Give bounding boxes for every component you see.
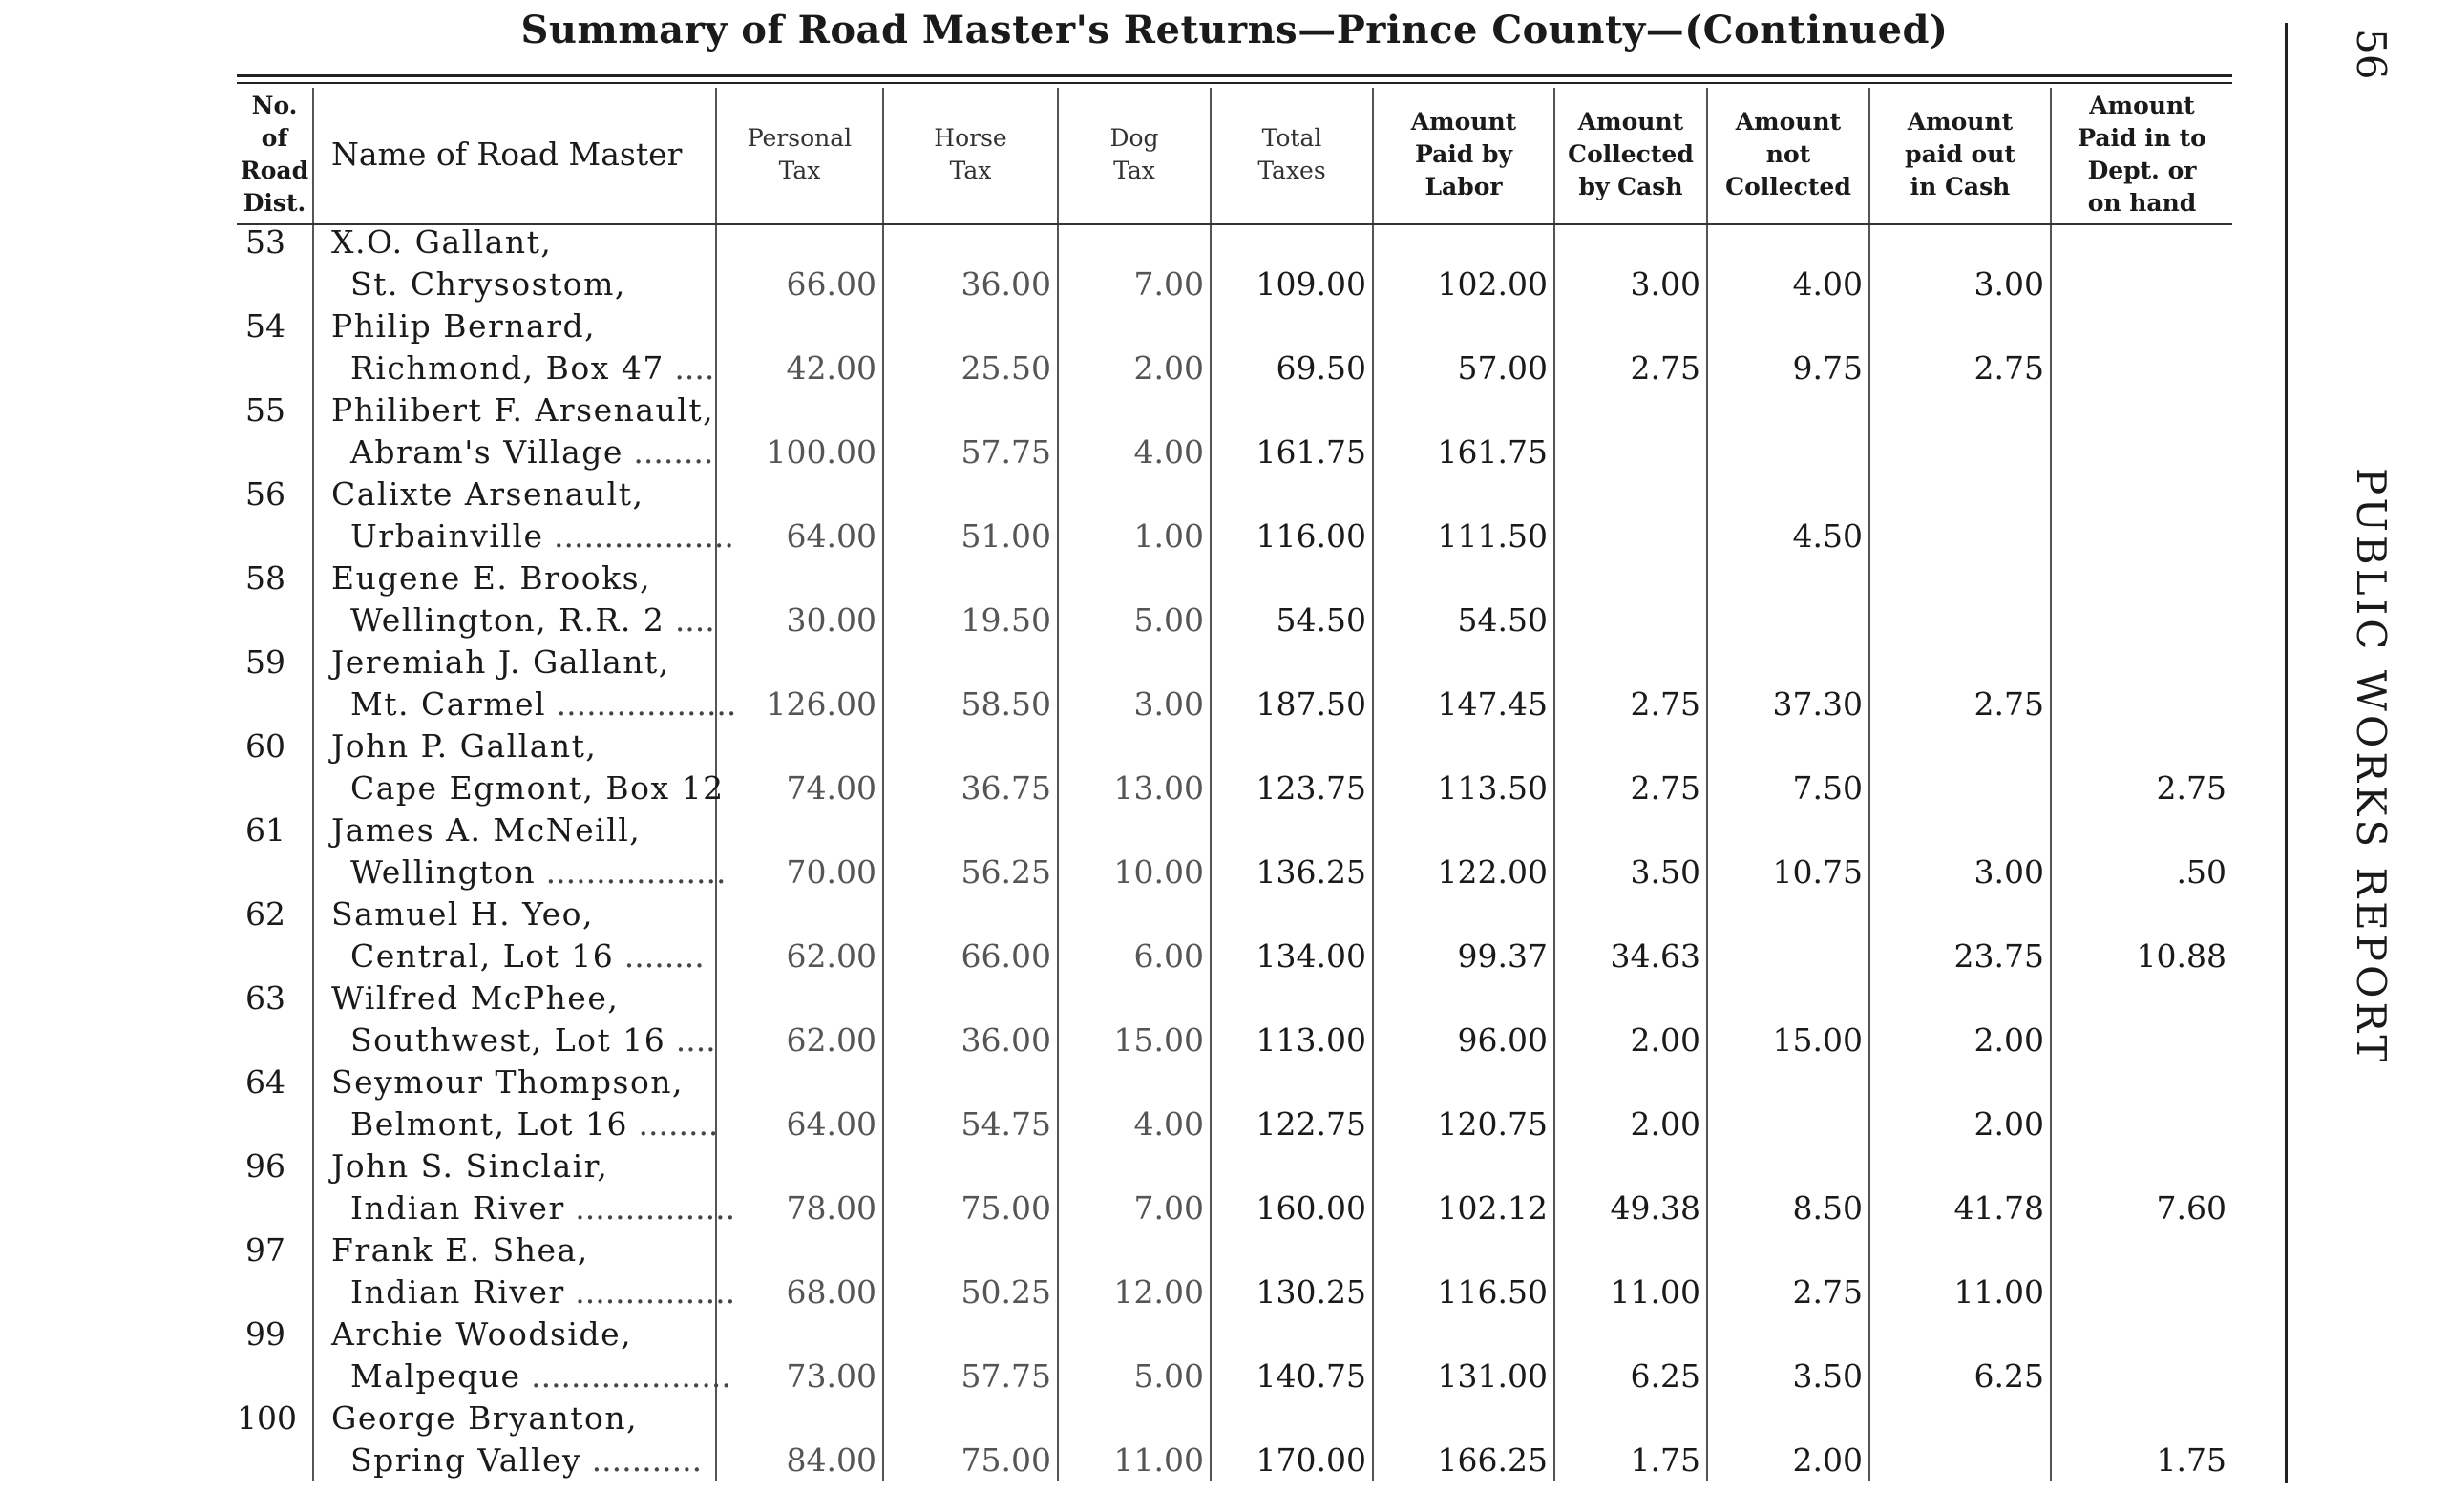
paid-dept-value: 1.75 [2051,1397,2232,1481]
personal-tax-value: 62.00 [716,893,883,977]
road-master-address-line [331,431,715,473]
total-taxes-value: 187.50 [1211,641,1373,725]
horse-tax-value: 36.00 [883,221,1058,305]
road-dist-number: 62 [245,895,285,933]
dog-tax-value: 11.00 [1058,1397,1211,1481]
collected-cash-value: 6.25 [1554,1313,1707,1397]
horse-tax-value: 56.25 [883,809,1058,893]
header-horse-tax-line2: Tax [949,157,992,184]
table-row [237,389,2232,473]
not-collected-value [1707,893,1869,977]
personal-tax-value: 66.00 [716,221,883,305]
paid-out-value: 2.00 [1869,977,2051,1061]
paid-out-value: 3.00 [1869,809,2051,893]
road-master-address: St. Chrysostom, [350,265,626,303]
road-master-name: Eugene E. Brooks, [331,559,652,597]
paid-out-value: 2.00 [1869,1061,2051,1145]
dog-tax-value: 15.00 [1058,977,1211,1061]
paid-labor-value: 57.00 [1373,305,1554,389]
road-master-name: Jeremiah J. Gallant, [331,643,670,681]
dog-tax-value: 5.00 [1058,1313,1211,1397]
collected-cash-value: 3.50 [1554,809,1707,893]
road-master-address-line [331,1355,731,1397]
road-master-address: Indian River [350,1189,565,1227]
header-paid-dept-line4: on hand [2087,189,2197,217]
paid-labor-value: 120.75 [1373,1061,1554,1145]
personal-tax-value: 62.00 [716,977,883,1061]
header-road-dist-no [237,88,313,221]
horse-tax-value: 75.00 [883,1397,1058,1481]
paid-out-value: 23.75 [1869,893,2051,977]
dot-leader: .................... [520,1357,731,1395]
dot-leader: .................. [543,517,734,555]
paid-dept-value [2051,221,2232,305]
road-master-name-cell [313,1313,731,1397]
not-collected-value: 4.50 [1707,473,1869,557]
road-master-address-line [331,683,737,725]
collected-cash-value [1554,557,1707,641]
dog-tax-value: 7.00 [1058,221,1211,305]
road-master-name-cell [313,1229,736,1313]
dog-tax-value: 7.00 [1058,1145,1211,1229]
road-master-name-cell [313,1061,719,1145]
header-personal-tax [716,88,883,221]
header-paid-out-line3: in Cash [1910,173,2011,200]
paid-out-value: 6.25 [1869,1313,2051,1397]
paid-labor-value: 116.50 [1373,1229,1554,1313]
table-row [237,977,2232,1061]
horse-tax-value: 54.75 [883,1061,1058,1145]
paid-out-value: 11.00 [1869,1229,2051,1313]
table-row [237,221,2232,305]
personal-tax-value: 30.00 [716,557,883,641]
road-master-name-cell [313,893,716,977]
paid-dept-value: 10.88 [2051,893,2232,977]
road-master-name-cell [313,641,737,725]
road-master-name-cell [313,473,734,557]
header-paid-dept-line1: Amount [2089,92,2195,119]
total-taxes-value: 136.25 [1211,809,1373,893]
header-amount-paid-out [1869,88,2051,221]
collected-cash-value: 1.75 [1554,1397,1707,1481]
header-no-line1: No. [251,92,298,119]
road-master-returns-table [237,88,2232,1481]
not-collected-value: 15.00 [1707,977,1869,1061]
personal-tax-value: 126.00 [716,641,883,725]
total-taxes-value: 134.00 [1211,893,1373,977]
header-amount-collected-cash [1554,88,1707,221]
collected-cash-value: 2.00 [1554,977,1707,1061]
road-dist-number: 63 [245,979,285,1017]
road-master-address: Cape Egmont, Box 12 [350,769,725,807]
collected-cash-value: 11.00 [1554,1229,1707,1313]
header-paid-labor-line1: Amount [1410,108,1517,136]
total-taxes-value: 170.00 [1211,1397,1373,1481]
dog-tax-value: 3.00 [1058,641,1211,725]
not-collected-value: 7.50 [1707,725,1869,809]
header-not-collected-line1: Amount [1735,108,1842,136]
not-collected-value: 2.75 [1707,1229,1869,1313]
road-master-address-line [331,263,715,305]
header-rule [237,223,2232,225]
road-dist-number: 59 [245,643,285,681]
not-collected-value [1707,389,1869,473]
header-dog-tax-line1: Dog [1109,124,1159,152]
table-row [237,725,2232,809]
paid-labor-value: 147.45 [1373,641,1554,725]
header-paid-dept-line2: Paid in to [2078,124,2206,152]
horse-tax-value: 66.00 [883,893,1058,977]
road-master-name-cell [313,1145,736,1229]
paid-labor-value: 99.37 [1373,893,1554,977]
dot-leader: ........... [581,1441,703,1479]
road-dist-number: 56 [245,475,285,513]
road-master-name: Frank E. Shea, [331,1231,589,1269]
road-master-name: John P. Gallant, [331,727,598,765]
road-master-address-line [331,599,715,641]
paid-dept-value [2051,1061,2232,1145]
paid-labor-value: 166.25 [1373,1397,1554,1481]
paid-dept-value [2051,641,2232,725]
table-row [237,473,2232,557]
paid-dept-value [2051,1313,2232,1397]
road-master-name: John S. Sinclair, [331,1147,609,1185]
personal-tax-value: 84.00 [716,1397,883,1481]
not-collected-value: 8.50 [1707,1145,1869,1229]
paid-labor-value: 102.00 [1373,221,1554,305]
paid-labor-value: 102.12 [1373,1145,1554,1229]
header-personal-tax-line1: Personal [747,124,853,152]
road-dist-number: 97 [245,1231,285,1269]
personal-tax-value: 64.00 [716,1061,883,1145]
road-master-address: Malpeque [350,1357,521,1395]
table-row [237,893,2232,977]
not-collected-value: 4.00 [1707,221,1869,305]
dog-tax-value: 4.00 [1058,1061,1211,1145]
page-number: 56 [2348,29,2395,80]
road-master-name: Calixte Arsenault, [331,475,644,513]
road-dist-number: 55 [245,391,285,429]
table-body [237,221,2232,1481]
paid-out-value: 2.75 [1869,641,2051,725]
road-master-address-line [331,515,734,557]
total-taxes-value: 109.00 [1211,221,1373,305]
header-paid-out-line1: Amount [1907,108,2014,136]
margin-rule [2285,23,2288,1483]
paid-out-value [1869,557,2051,641]
personal-tax-value: 70.00 [716,809,883,893]
header-total-taxes-line1: Total [1261,124,1322,152]
not-collected-value: 2.00 [1707,1397,1869,1481]
collected-cash-value: 2.00 [1554,1061,1707,1145]
horse-tax-value: 58.50 [883,641,1058,725]
header-amount-paid-dept [2051,88,2232,221]
road-master-address: Southwest, Lot 16 [350,1021,666,1059]
paid-dept-value [2051,557,2232,641]
personal-tax-value: 42.00 [716,305,883,389]
road-master-address-line [331,1439,715,1481]
collected-cash-value [1554,389,1707,473]
paid-labor-value: 111.50 [1373,473,1554,557]
title-rule-secondary [237,82,2232,84]
road-master-address-line [331,1271,736,1313]
table-row [237,557,2232,641]
horse-tax-value: 36.75 [883,725,1058,809]
header-total-taxes [1211,88,1373,221]
road-master-address-line [331,347,715,389]
road-master-address-line [331,1187,736,1229]
paid-out-value [1869,725,2051,809]
dog-tax-value: 2.00 [1058,305,1211,389]
collected-cash-value: 2.75 [1554,725,1707,809]
road-master-address-line [331,1103,719,1145]
collected-cash-value: 3.00 [1554,221,1707,305]
road-master-name-cell [313,305,716,389]
paid-out-value [1869,473,2051,557]
total-taxes-value: 130.25 [1211,1229,1373,1313]
road-dist-number: 53 [245,223,285,261]
not-collected-value [1707,557,1869,641]
header-dog-tax [1058,88,1211,221]
paid-dept-value: .50 [2051,809,2232,893]
not-collected-value: 37.30 [1707,641,1869,725]
road-master-address: Indian River [350,1273,565,1311]
road-master-address: Belmont, Lot 16 [350,1105,629,1143]
paid-labor-value: 161.75 [1373,389,1554,473]
header-no-line2: of [261,124,288,152]
header-no-line4: Dist. [243,189,306,217]
dot-leader: ................ [564,1189,736,1227]
road-master-address: Richmond, Box 47 [350,349,665,387]
road-master-name-cell [313,809,727,893]
dot-leader: .... [664,349,715,387]
road-master-address: Abram's Village [350,433,623,471]
table-row [237,1229,2232,1313]
header-collected-cash-line1: Amount [1577,108,1684,136]
dot-leader: ........ [628,1105,719,1143]
dot-leader: .... [665,1021,716,1059]
header-paid-labor-line3: Labor [1424,173,1503,200]
total-taxes-value: 160.00 [1211,1145,1373,1229]
road-master-address-line [331,767,725,809]
paid-out-value [1869,1397,2051,1481]
paid-labor-value: 131.00 [1373,1313,1554,1397]
total-taxes-value: 54.50 [1211,557,1373,641]
road-master-address: Spring Valley [350,1441,582,1479]
header-paid-dept-line3: Dept. or [2087,157,2197,184]
paid-out-value [1869,389,2051,473]
personal-tax-value: 100.00 [716,389,883,473]
road-dist-number: 96 [245,1147,285,1185]
road-master-name: X.O. Gallant, [331,223,553,261]
total-taxes-value: 123.75 [1211,725,1373,809]
not-collected-value: 3.50 [1707,1313,1869,1397]
table-row [237,1061,2232,1145]
dog-tax-value: 6.00 [1058,893,1211,977]
road-master-address-line [331,1019,715,1061]
road-dist-number: 100 [237,1399,297,1437]
road-master-address-line [331,851,727,893]
dot-leader: ........ [614,937,705,975]
road-master-name-cell [313,977,716,1061]
collected-cash-value: 2.75 [1554,305,1707,389]
road-master-name: Seymour Thompson, [331,1063,685,1101]
title-rule [237,74,2232,77]
header-paid-labor-line2: Paid by [1414,140,1512,168]
road-master-name: Philip Bernard, [331,307,597,345]
paid-dept-value [2051,305,2232,389]
road-dist-number: 54 [245,307,285,345]
dog-tax-value: 10.00 [1058,809,1211,893]
road-master-address: Urbainville [350,517,544,555]
dot-leader: ........ [623,433,714,471]
road-master-name: Archie Woodside, [331,1315,633,1353]
road-dist-number: 58 [245,559,285,597]
header-total-taxes-line2: Taxes [1257,157,1326,184]
total-taxes-value: 69.50 [1211,305,1373,389]
header-no-line3: Road [240,157,309,184]
table-row [237,641,2232,725]
total-taxes-value: 113.00 [1211,977,1373,1061]
not-collected-value: 9.75 [1707,305,1869,389]
header-personal-tax-line2: Tax [778,157,821,184]
header-collected-cash-line3: by Cash [1578,173,1683,200]
paid-labor-value: 113.50 [1373,725,1554,809]
table-row [237,305,2232,389]
running-title: PUBLIC WORKS REPORT [2348,468,2395,1066]
horse-tax-value: 51.00 [883,473,1058,557]
paid-dept-value [2051,977,2232,1061]
road-master-name-cell [313,725,725,809]
header-horse-tax [883,88,1058,221]
road-master-name: Philibert F. Arsenault, [331,391,715,429]
horse-tax-value: 75.00 [883,1145,1058,1229]
road-master-address: Wellington, R.R. 2 [350,601,665,639]
road-master-address: Mt. Carmel [350,685,547,723]
paid-dept-value: 2.75 [2051,725,2232,809]
horse-tax-value: 25.50 [883,305,1058,389]
total-taxes-value: 116.00 [1211,473,1373,557]
paid-out-value: 41.78 [1869,1145,2051,1229]
dot-leader: .... [665,601,715,639]
horse-tax-value: 57.75 [883,389,1058,473]
road-master-address-line [331,935,715,977]
horse-tax-value: 57.75 [883,1313,1058,1397]
header-dog-tax-line2: Tax [1113,157,1155,184]
road-master-name-cell [313,1397,716,1481]
road-dist-number: 64 [245,1063,285,1101]
table-header-row [237,88,2232,221]
total-taxes-value: 122.75 [1211,1061,1373,1145]
collected-cash-value: 49.38 [1554,1145,1707,1229]
dog-tax-value: 5.00 [1058,557,1211,641]
road-dist-number: 61 [245,811,285,849]
road-dist-number: 99 [245,1315,285,1353]
paid-dept-value [2051,473,2232,557]
table-row [237,1397,2232,1481]
header-collected-cash-line2: Collected [1568,140,1694,168]
collected-cash-value [1554,473,1707,557]
personal-tax-value: 78.00 [716,1145,883,1229]
road-master-name-cell [313,221,716,305]
personal-tax-value: 74.00 [716,725,883,809]
paid-out-value: 3.00 [1869,221,2051,305]
header-amount-not-collected [1707,88,1869,221]
total-taxes-value: 140.75 [1211,1313,1373,1397]
paid-dept-value: 7.60 [2051,1145,2232,1229]
road-master-address: Wellington [350,853,537,891]
paid-labor-value: 122.00 [1373,809,1554,893]
dot-leader: .................. [546,685,737,723]
header-amount-paid-labor [1373,88,1554,221]
header-horse-tax-line1: Horse [934,124,1007,152]
table-row [237,809,2232,893]
road-dist-number: 60 [245,727,285,765]
road-master-name-cell [313,557,716,641]
road-master-name-cell [313,389,716,473]
dot-leader: ................ [564,1273,736,1311]
header-not-collected-line2: not [1765,140,1811,168]
road-master-name: James A. McNeill, [331,811,642,849]
personal-tax-value: 64.00 [716,473,883,557]
dot-leader: .................. [536,853,727,891]
dog-tax-value: 12.00 [1058,1229,1211,1313]
road-master-name: Samuel H. Yeo, [331,895,594,933]
collected-cash-value: 2.75 [1554,641,1707,725]
dog-tax-value: 13.00 [1058,725,1211,809]
horse-tax-value: 36.00 [883,977,1058,1061]
paid-out-value: 2.75 [1869,305,2051,389]
road-master-address: Central, Lot 16 [350,937,615,975]
table-row [237,1313,2232,1397]
total-taxes-value: 161.75 [1211,389,1373,473]
personal-tax-value: 68.00 [716,1229,883,1313]
page-title: Summary of Road Master's Returns—Prince County—(Continued) [520,8,1949,52]
header-not-collected-line3: Collected [1725,173,1851,200]
header-paid-out-line2: paid out [1905,140,2015,168]
dog-tax-value: 1.00 [1058,473,1211,557]
paid-labor-value: 54.50 [1373,557,1554,641]
personal-tax-value: 73.00 [716,1313,883,1397]
horse-tax-value: 19.50 [883,557,1058,641]
collected-cash-value: 34.63 [1554,893,1707,977]
header-road-master-name: Name of Road Master [313,88,716,221]
road-master-name: Wilfred McPhee, [331,979,620,1017]
road-master-name: George Bryanton, [331,1399,639,1437]
paid-labor-value: 96.00 [1373,977,1554,1061]
not-collected-value [1707,1061,1869,1145]
table-row [237,1145,2232,1229]
paid-dept-value [2051,389,2232,473]
dog-tax-value: 4.00 [1058,389,1211,473]
paid-dept-value [2051,1229,2232,1313]
not-collected-value: 10.75 [1707,809,1869,893]
horse-tax-value: 50.25 [883,1229,1058,1313]
